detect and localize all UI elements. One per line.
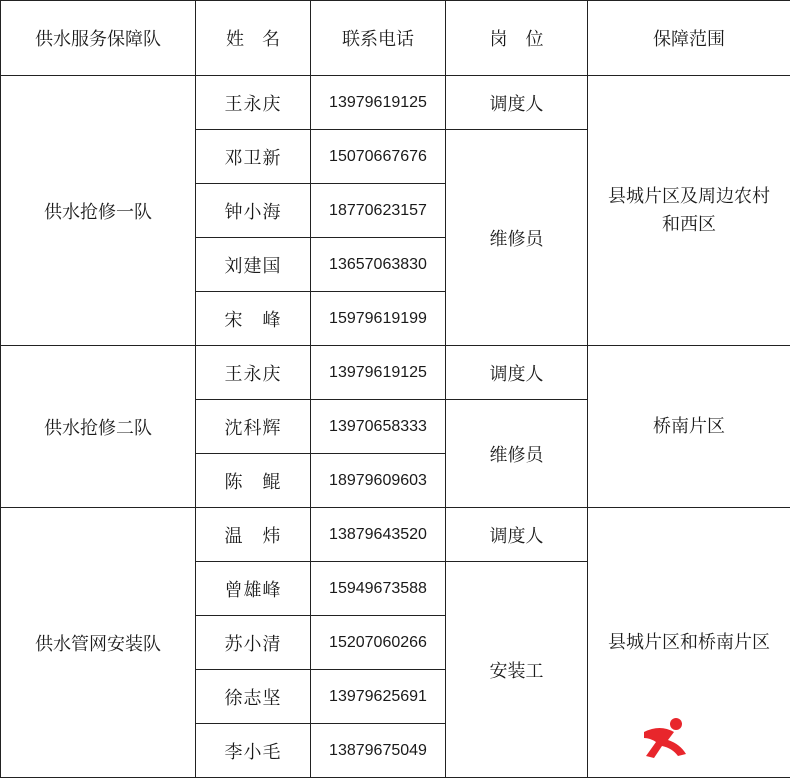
member-role: 调度人 xyxy=(446,508,588,562)
member-name: 宋 峰 xyxy=(196,292,311,346)
member-name: 徐志坚 xyxy=(196,670,311,724)
member-name: 王永庆 xyxy=(196,76,311,130)
member-name: 苏小清 xyxy=(196,616,311,670)
member-phone: 15949673588 xyxy=(311,562,446,616)
member-phone: 15070667676 xyxy=(311,130,446,184)
member-phone: 13979625691 xyxy=(311,670,446,724)
table-row xyxy=(1,346,790,400)
team-scope: 县城片区和桥南片区 xyxy=(588,508,790,778)
member-role: 维修员 xyxy=(446,400,588,508)
header-scope: 保障范围 xyxy=(588,1,790,76)
team-name: 供水抢修一队 xyxy=(1,76,196,346)
member-phone: 13979619125 xyxy=(311,76,446,130)
member-name: 温 炜 xyxy=(196,508,311,562)
team-scope: 桥南片区 xyxy=(588,346,790,508)
table-row xyxy=(1,76,790,130)
table-row xyxy=(1,508,790,562)
team-name: 供水抢修二队 xyxy=(1,346,196,508)
member-role: 调度人 xyxy=(446,76,588,130)
member-phone: 13970658333 xyxy=(311,400,446,454)
member-name: 曾雄峰 xyxy=(196,562,311,616)
member-phone: 13657063830 xyxy=(311,238,446,292)
member-name: 沈科辉 xyxy=(196,400,311,454)
header-row xyxy=(1,1,790,76)
member-name: 李小毛 xyxy=(196,724,311,778)
header-phone: 联系电话 xyxy=(311,1,446,76)
member-phone: 18979609603 xyxy=(311,454,446,508)
member-name: 钟小海 xyxy=(196,184,311,238)
header-team: 供水服务保障队 xyxy=(1,1,196,76)
member-name: 邓卫新 xyxy=(196,130,311,184)
member-role: 调度人 xyxy=(446,346,588,400)
member-role: 安装工 xyxy=(446,562,588,778)
member-phone: 13879643520 xyxy=(311,508,446,562)
member-phone: 13879675049 xyxy=(311,724,446,778)
member-name: 陈 鲲 xyxy=(196,454,311,508)
member-phone: 18770623157 xyxy=(311,184,446,238)
header-role: 岗 位 xyxy=(446,1,588,76)
member-role: 维修员 xyxy=(446,130,588,346)
team-scope: 县城片区及周边农村和西区 xyxy=(588,76,790,346)
member-phone: 13979619125 xyxy=(311,346,446,400)
running-figure-logo-icon xyxy=(640,716,690,760)
member-name: 刘建国 xyxy=(196,238,311,292)
team-name: 供水管网安装队 xyxy=(1,508,196,778)
member-name: 王永庆 xyxy=(196,346,311,400)
member-phone: 15979619199 xyxy=(311,292,446,346)
member-phone: 15207060266 xyxy=(311,616,446,670)
header-name: 姓 名 xyxy=(196,1,311,76)
